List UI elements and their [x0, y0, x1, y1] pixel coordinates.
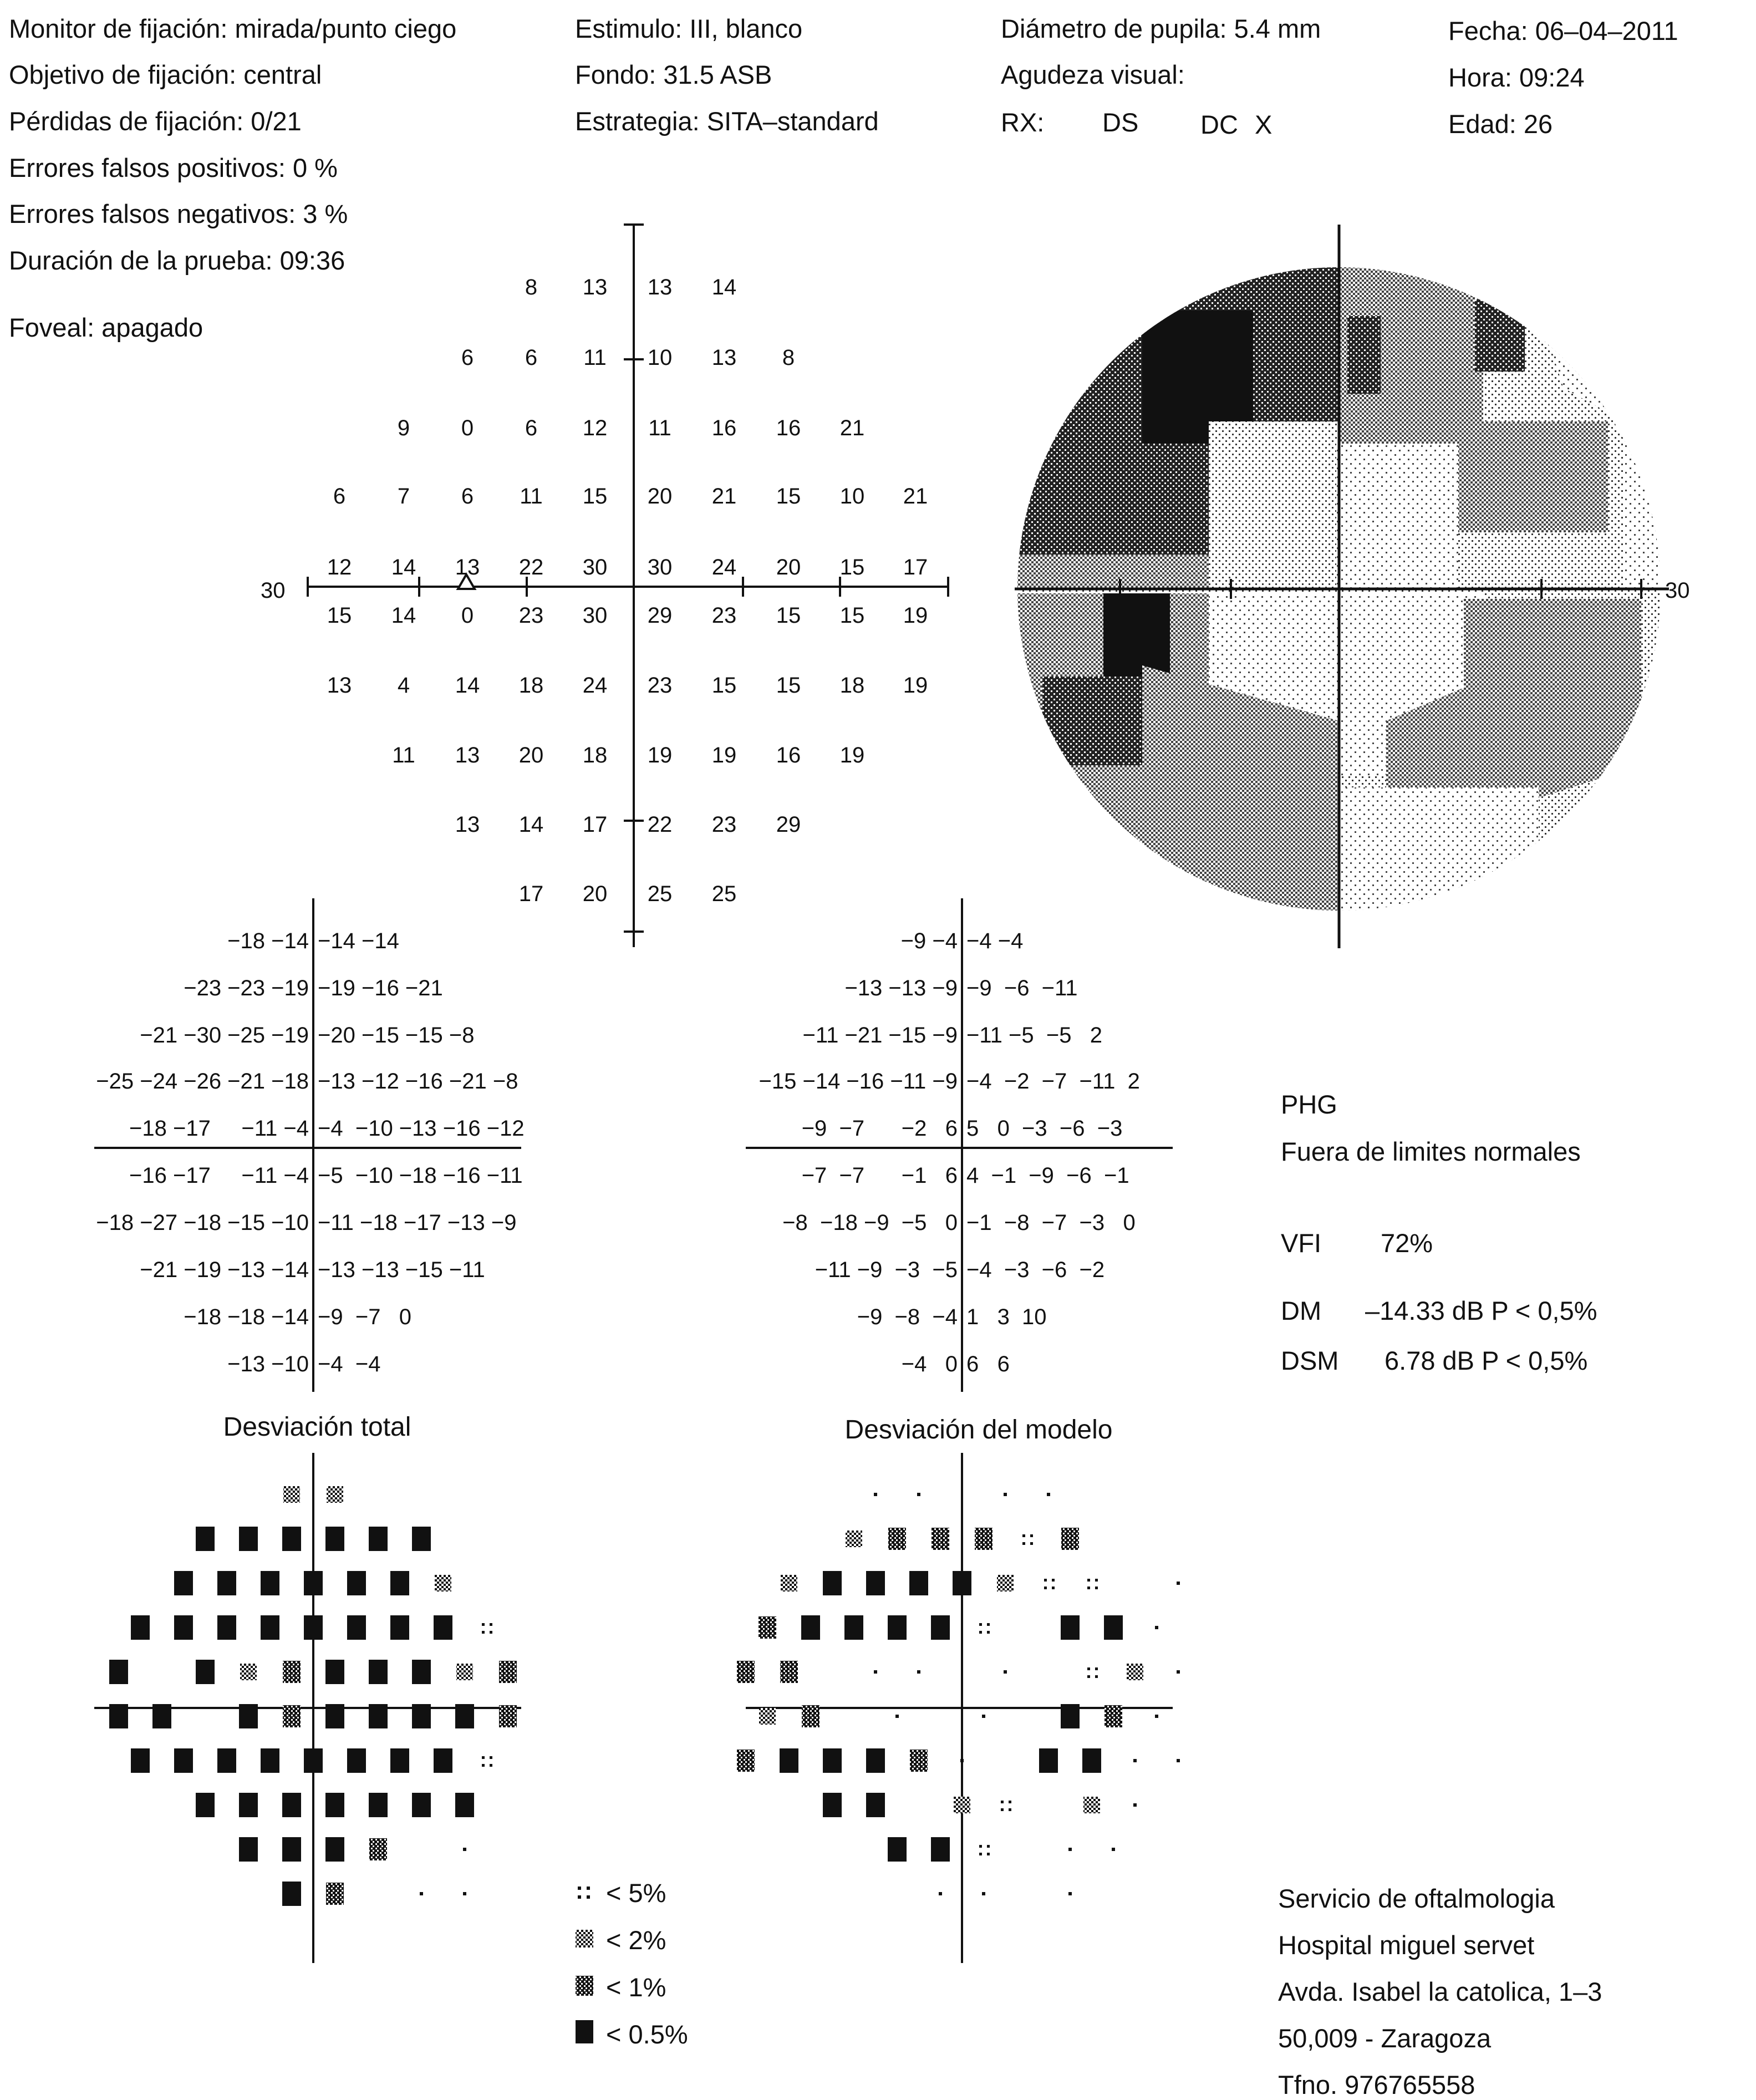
threshold-value: 16: [776, 416, 801, 440]
axis-label-30-left: 30: [261, 578, 286, 603]
phg-label: PHG: [1281, 1090, 1337, 1119]
threshold-value: 24: [582, 673, 608, 698]
threshold-value: 13: [582, 275, 608, 299]
threshold-value: 19: [903, 673, 928, 698]
prob-symbol-0-5pct: [196, 1660, 215, 1684]
threshold-value: 11: [520, 484, 543, 509]
prob-symbol-0-5pct: [1061, 1704, 1080, 1728]
prob-symbol-0-5pct: [239, 1793, 258, 1817]
threshold-value: 8: [525, 275, 538, 299]
dsm-value: 6.78 dB P < 0,5%: [1385, 1346, 1588, 1375]
fixation-target: Objetivo de fijación: central: [9, 60, 322, 89]
prob-symbol-0-5pct: [282, 1527, 301, 1551]
deviation-right-half: −13 −12 −16 −21 −8: [318, 1069, 518, 1094]
prob-symbol-0-5pct: [109, 1660, 128, 1684]
dsm-label: DSM: [1281, 1346, 1339, 1375]
threshold-value: 19: [903, 603, 928, 628]
threshold-value: 14: [711, 275, 737, 299]
prob-symbol-0-5pct: [369, 1793, 388, 1817]
deviation-right-half: −13 −13 −15 −11: [318, 1258, 485, 1282]
threshold-value: 0: [461, 603, 474, 628]
prob-symbol-0-5pct: [390, 1571, 409, 1595]
prob-symbol-0-5pct: [109, 1704, 128, 1728]
prob-symbol-normal: [874, 1670, 877, 1674]
legend-1pct: < 1%: [606, 1972, 666, 2002]
threshold-value: 13: [455, 812, 480, 837]
prob-symbol-1pct: [737, 1661, 755, 1683]
prob-symbol-normal: [1068, 1892, 1072, 1895]
prob-symbol-normal: [1133, 1803, 1137, 1807]
prob-symbol-0-5pct: [304, 1615, 323, 1640]
deviation-right-half: −4 −4: [966, 929, 1024, 953]
prob-symbol-0-5pct: [325, 1704, 344, 1728]
deviation-left-half: −11 −21 −15 −9: [802, 1023, 958, 1048]
prob-symbol-0-5pct: [217, 1615, 236, 1640]
deviation-right-half: −19 −16 −21: [318, 976, 443, 1000]
prob-symbol-0-5pct: [412, 1660, 431, 1684]
threshold-value: 11: [583, 345, 607, 370]
deviation-right-half: −11 −18 −17 −13 −9: [318, 1211, 517, 1235]
prob-symbol-2pct: [435, 1575, 451, 1591]
threshold-value: 17: [582, 812, 608, 837]
prob-symbol-2pct: [781, 1575, 797, 1591]
prob-symbol-0-5pct: [174, 1571, 193, 1595]
legend-symbol-2pct: [576, 1930, 593, 1948]
deviation-left-half: −9 −7 −2 6: [801, 1116, 958, 1141]
threshold-value: 14: [455, 673, 480, 698]
prob-symbol-0-5pct: [1061, 1615, 1080, 1640]
deviation-left-half: −18 −27 −18 −15 −10: [96, 1211, 309, 1235]
deviation-left-half: −15 −14 −16 −11 −9: [759, 1069, 958, 1094]
prob-symbol-normal: [1004, 1670, 1007, 1674]
prob-symbol-normal: [1047, 1493, 1050, 1496]
prob-symbol-1pct: [283, 1661, 301, 1683]
prob-symbol-1pct: [737, 1750, 755, 1772]
prob-symbol-1pct: [759, 1616, 776, 1639]
deviation-right-half: 6 6: [966, 1352, 1010, 1376]
threshold-value: 15: [776, 484, 801, 509]
threshold-value: 13: [711, 345, 737, 370]
address-line-4: 50,009 - Zaragoza: [1278, 2023, 1492, 2053]
axis-label-30-right: 30: [1665, 578, 1690, 603]
prob-symbol-5pct: [1001, 1801, 1011, 1811]
threshold-value: 22: [647, 812, 673, 837]
threshold-value: 14: [391, 555, 416, 579]
threshold-value: 0: [461, 416, 474, 440]
stimulus: Estimulo: III, blanco: [575, 14, 803, 43]
deviation-left-half: −9 −8 −4: [857, 1305, 958, 1329]
fixation-monitor: Monitor de fijación: mirada/punto ciego: [9, 14, 457, 43]
threshold-value: 15: [839, 555, 865, 579]
prob-symbol-normal: [874, 1493, 877, 1496]
threshold-value: 30: [582, 603, 608, 628]
prob-symbol-0-5pct: [434, 1615, 452, 1640]
threshold-value: 24: [711, 555, 737, 579]
deviation-right-half: −20 −15 −15 −8: [318, 1023, 475, 1048]
deviation-right-half: 1 3 10: [966, 1305, 1047, 1329]
prob-symbol-0-5pct: [844, 1615, 863, 1640]
threshold-value: 13: [327, 673, 352, 698]
prob-symbol-1pct: [283, 1705, 301, 1727]
threshold-value: 21: [711, 484, 737, 509]
threshold-value: 14: [391, 603, 416, 628]
deviation-right-half: −5 −10 −18 −16 −11: [318, 1163, 523, 1188]
threshold-value: 23: [647, 673, 673, 698]
deviation-left-half: −18 −18 −14: [184, 1305, 309, 1329]
threshold-value: 8: [782, 345, 795, 370]
prob-symbol-normal: [1112, 1848, 1115, 1851]
rx-label: RX:: [1001, 108, 1045, 137]
prob-symbol-0-5pct: [455, 1793, 474, 1817]
deviation-right-half: 5 0 −3 −6 −3: [966, 1116, 1123, 1141]
address-line-5: Tfno. 976765558: [1278, 2070, 1475, 2099]
prob-symbol-1pct: [780, 1661, 798, 1683]
prob-symbol-0-5pct: [325, 1793, 344, 1817]
deviation-right-half: −14 −14: [318, 929, 399, 953]
deviation-left-half: −18 −14: [227, 929, 309, 953]
threshold-value: 21: [839, 416, 865, 440]
threshold-value: 18: [839, 673, 865, 698]
threshold-value: 14: [518, 812, 544, 837]
threshold-value: 9: [397, 416, 410, 440]
false-positive-errors: Errores falsos positivos: 0 %: [9, 153, 338, 182]
prob-symbol-normal: [895, 1715, 899, 1718]
deviation-left-half: −8 −18 −9 −5 0: [782, 1211, 958, 1235]
threshold-value: 20: [647, 484, 673, 509]
threshold-value: 23: [518, 603, 544, 628]
prob-symbol-0-5pct: [866, 1571, 885, 1595]
deviation-right-half: −4 −10 −13 −16 −12: [318, 1116, 525, 1141]
prob-symbol-normal: [917, 1493, 920, 1496]
background: Fondo: 31.5 ASB: [575, 60, 772, 89]
prob-symbol-5pct: [482, 1756, 492, 1767]
patient-age: Edad: 26: [1448, 109, 1553, 139]
legend-symbol-05pct: [576, 2020, 593, 2043]
threshold-value: 19: [839, 743, 865, 767]
deviation-right-half: −4 −4: [318, 1352, 381, 1376]
prob-symbol-1pct: [499, 1705, 517, 1727]
threshold-value: 10: [647, 345, 673, 370]
prob-symbol-normal: [1155, 1626, 1158, 1629]
prob-symbol-2pct: [1127, 1664, 1143, 1680]
prob-symbol-2pct: [327, 1486, 343, 1503]
threshold-value: 29: [647, 603, 673, 628]
prob-symbol-normal: [1004, 1493, 1007, 1496]
threshold-value: 11: [648, 416, 671, 440]
prob-symbol-0-5pct: [823, 1571, 842, 1595]
threshold-value: 7: [397, 484, 410, 509]
fixation-losses: Pérdidas de fijación: 0/21: [9, 106, 302, 136]
prob-symbol-2pct: [997, 1575, 1014, 1591]
prob-symbol-0-5pct: [369, 1527, 388, 1551]
prob-symbol-normal: [939, 1892, 942, 1895]
threshold-value: 6: [333, 484, 346, 509]
test-date: Fecha: 06–04–2011: [1448, 16, 1678, 45]
prob-symbol-0-5pct: [780, 1748, 798, 1773]
prob-symbol-0-5pct: [174, 1615, 193, 1640]
prob-symbol-normal: [1177, 1670, 1180, 1674]
prob-symbol-0-5pct: [866, 1793, 885, 1817]
prob-symbol-1pct: [975, 1528, 992, 1550]
prob-symbol-0-5pct: [325, 1837, 344, 1862]
threshold-value: 6: [461, 484, 474, 509]
deviation-left-half: −21 −30 −25 −19: [140, 1023, 309, 1048]
prob-symbol-0-5pct: [261, 1615, 279, 1640]
threshold-value: 25: [711, 882, 737, 906]
prob-symbol-0-5pct: [931, 1615, 950, 1640]
prob-symbol-0-5pct: [347, 1748, 366, 1773]
prob-symbol-0-5pct: [369, 1660, 388, 1684]
threshold-value: 20: [518, 743, 544, 767]
threshold-value: 20: [582, 882, 608, 906]
deviation-right-half: −1 −8 −7 −3 0: [966, 1211, 1136, 1235]
rx-dc: DC: [1200, 110, 1238, 139]
prob-symbol-0-5pct: [174, 1748, 193, 1773]
prob-symbol-0-5pct: [239, 1704, 258, 1728]
legend-symbol-5pct: [578, 1887, 590, 1899]
prob-symbol-0-5pct: [282, 1793, 301, 1817]
prob-symbol-0-5pct: [931, 1837, 950, 1862]
threshold-value: 11: [392, 743, 415, 767]
strategy: Estrategia: SITA–standard: [575, 106, 879, 136]
prob-symbol-0-5pct: [888, 1837, 907, 1862]
prob-symbol-normal: [463, 1848, 466, 1851]
prob-symbol-0-5pct: [823, 1793, 842, 1817]
deviation-left-half: −4 0: [901, 1352, 958, 1376]
threshold-value: 6: [525, 416, 538, 440]
prob-symbol-5pct: [979, 1623, 990, 1634]
prob-symbol-0-5pct: [347, 1615, 366, 1640]
threshold-value: 12: [582, 416, 608, 440]
threshold-value: 6: [525, 345, 538, 370]
prob-symbol-normal: [463, 1892, 466, 1895]
prob-symbol-normal: [917, 1670, 920, 1674]
prob-symbol-0-5pct: [1104, 1615, 1123, 1640]
vfi-value: 72%: [1381, 1228, 1433, 1258]
test-time: Hora: 09:24: [1448, 63, 1585, 92]
prob-symbol-0-5pct: [131, 1748, 150, 1773]
threshold-value: 15: [711, 673, 737, 698]
foveal-status: Foveal: apagado: [9, 313, 203, 342]
prob-symbol-0-5pct: [239, 1837, 258, 1862]
prob-symbol-2pct: [1083, 1797, 1100, 1813]
prob-symbol-1pct: [326, 1883, 344, 1905]
threshold-value: 23: [711, 603, 737, 628]
threshold-value: 22: [518, 555, 544, 579]
threshold-value: 18: [518, 673, 544, 698]
legend-symbols: [576, 1887, 593, 2043]
address-line-2: Hospital miguel servet: [1278, 1930, 1535, 1960]
prob-symbol-0-5pct: [412, 1704, 431, 1728]
prob-symbol-0-5pct: [261, 1748, 279, 1773]
prob-symbol-1pct: [932, 1528, 949, 1550]
threshold-value: 15: [776, 603, 801, 628]
prob-symbol-1pct: [1061, 1528, 1079, 1550]
prob-symbol-1pct: [802, 1705, 820, 1727]
deviation-right-half: −4 −2 −7 −11 2: [966, 1069, 1140, 1094]
address-line-3: Avda. Isabel la catolica, 1–3: [1278, 1977, 1602, 2006]
false-negative-errors: Errores falsos negativos: 3 %: [9, 199, 348, 228]
prob-symbol-normal: [1133, 1759, 1137, 1762]
prob-symbol-0-5pct: [1039, 1748, 1058, 1773]
prob-symbol-0-5pct: [239, 1527, 258, 1551]
prob-symbol-2pct: [954, 1797, 970, 1813]
prob-symbol-0-5pct: [412, 1793, 431, 1817]
threshold-value: 19: [647, 743, 673, 767]
threshold-value: 19: [711, 743, 737, 767]
threshold-value: 6: [461, 345, 474, 370]
threshold-value: 13: [455, 743, 480, 767]
prob-symbol-1pct: [499, 1661, 517, 1683]
threshold-value: 15: [776, 673, 801, 698]
prob-symbol-normal: [1068, 1848, 1072, 1851]
prob-symbol-normal: [960, 1759, 964, 1762]
threshold-value: 16: [776, 743, 801, 767]
prob-symbol-0-5pct: [261, 1571, 279, 1595]
threshold-value: 18: [582, 743, 608, 767]
threshold-value: 15: [327, 603, 352, 628]
pupil-diameter: Diámetro de pupila: 5.4 mm: [1001, 14, 1321, 43]
threshold-value: 29: [776, 812, 801, 837]
threshold-value: 15: [582, 484, 608, 509]
threshold-value: 13: [647, 275, 673, 299]
prob-symbol-normal: [1177, 1759, 1180, 1762]
threshold-value: 23: [711, 812, 737, 837]
deviation-left-half: −18 −17 −11 −4: [129, 1116, 309, 1141]
prob-symbol-0-5pct: [1082, 1748, 1101, 1773]
prob-symbol-2pct: [240, 1664, 257, 1680]
prob-symbol-0-5pct: [282, 1837, 301, 1862]
prob-symbol-1pct: [910, 1750, 928, 1772]
prob-symbol-0-5pct: [801, 1615, 820, 1640]
prob-symbol-0-5pct: [412, 1527, 431, 1551]
prob-symbol-2pct: [846, 1530, 862, 1547]
deviation-left-half: −11 −9 −3 −5: [815, 1258, 958, 1282]
threshold-value: 25: [647, 882, 673, 906]
prob-symbol-0-5pct: [455, 1704, 474, 1728]
deviation-left-half: −25 −24 −26 −21 −18: [96, 1069, 309, 1094]
rx-ds: DS: [1102, 108, 1139, 137]
threshold-value: 17: [903, 555, 928, 579]
prob-symbol-1pct: [1105, 1705, 1122, 1727]
legend-2pct: < 2%: [606, 1925, 666, 1955]
threshold-value: 30: [582, 555, 608, 579]
rx-x: X: [1255, 110, 1273, 139]
deviation-right-half: −9 −6 −11: [966, 976, 1078, 1000]
prob-symbol-0-5pct: [304, 1748, 323, 1773]
threshold-value: 30: [647, 555, 673, 579]
prob-symbol-2pct: [283, 1486, 300, 1503]
prob-symbol-2pct: [759, 1708, 776, 1725]
prob-symbol-0-5pct: [304, 1571, 323, 1595]
prob-symbol-0-5pct: [823, 1748, 842, 1773]
threshold-value: 17: [518, 882, 544, 906]
deviation-right-half: −4 −3 −6 −2: [966, 1258, 1105, 1282]
threshold-value: 21: [903, 484, 928, 509]
test-duration: Duración de la prueba: 09:36: [9, 246, 345, 275]
deviation-left-half: −16 −17 −11 −4: [129, 1163, 309, 1188]
prob-symbol-5pct: [482, 1623, 492, 1634]
deviation-left-half: −13 −10: [227, 1352, 309, 1376]
phg-result: Fuera de limites normales: [1281, 1137, 1581, 1166]
prob-symbol-0-5pct: [390, 1748, 409, 1773]
prob-symbol-0-5pct: [909, 1571, 928, 1595]
legend-05pct: < 0.5%: [606, 2020, 688, 2049]
prob-symbol-0-5pct: [282, 1882, 301, 1906]
prob-symbol-0-5pct: [325, 1660, 344, 1684]
prob-symbol-0-5pct: [866, 1748, 885, 1773]
prob-symbol-2pct: [456, 1664, 473, 1680]
vfi-label: VFI: [1281, 1228, 1322, 1258]
visual-acuity: Agudeza visual:: [1001, 60, 1185, 89]
total-deviation-caption: Desviación total: [223, 1412, 411, 1442]
prob-symbol-normal: [420, 1892, 423, 1895]
prob-symbol-0-5pct: [152, 1704, 171, 1728]
prob-symbol-normal: [1177, 1582, 1180, 1585]
prob-symbol-5pct: [1022, 1534, 1033, 1545]
prob-symbol-5pct: [1044, 1579, 1055, 1589]
prob-symbol-0-5pct: [390, 1615, 409, 1640]
prob-symbol-0-5pct: [347, 1571, 366, 1595]
dm-label: DM: [1281, 1296, 1322, 1325]
deviation-left-half: −21 −19 −13 −14: [140, 1258, 309, 1282]
prob-symbol-0-5pct: [369, 1704, 388, 1728]
deviation-left-half: −13 −13 −9: [844, 976, 958, 1000]
deviation-right-half: −9 −7 0: [318, 1305, 412, 1329]
deviation-left-half: −7 −7 −1 6: [801, 1163, 958, 1188]
prob-symbol-0-5pct: [217, 1748, 236, 1773]
prob-symbol-5pct: [1087, 1579, 1098, 1589]
prob-symbol-0-5pct: [196, 1527, 215, 1551]
prob-symbol-normal: [982, 1892, 985, 1895]
legend-5pct: < 5%: [606, 1878, 666, 1908]
threshold-value: 10: [839, 484, 865, 509]
address-line-1: Servicio de oftalmologia: [1278, 1884, 1555, 1913]
prob-symbol-0-5pct: [217, 1571, 236, 1595]
dm-value: –14.33 dB P < 0,5%: [1365, 1296, 1597, 1325]
deviation-left-half: −23 −23 −19: [184, 976, 309, 1000]
prob-symbol-5pct: [1087, 1667, 1098, 1678]
prob-symbol-0-5pct: [325, 1527, 344, 1551]
deviation-left-half: −9 −4: [900, 929, 958, 953]
prob-symbol-0-5pct: [888, 1615, 907, 1640]
prob-symbol-1pct: [369, 1838, 387, 1860]
legend-symbol-1pct: [576, 1976, 593, 1996]
threshold-value: 13: [455, 555, 480, 579]
threshold-value: 4: [397, 673, 410, 698]
threshold-value: 12: [327, 555, 352, 579]
threshold-value: 16: [711, 416, 737, 440]
threshold-value: 20: [776, 555, 801, 579]
threshold-value: 15: [839, 603, 865, 628]
prob-symbol-0-5pct: [953, 1571, 971, 1595]
deviation-right-half: −11 −5 −5 2: [966, 1023, 1103, 1048]
pattern-deviation-caption: Desviación del modelo: [844, 1415, 1113, 1445]
prob-symbol-normal: [1155, 1715, 1158, 1718]
prob-symbol-0-5pct: [196, 1793, 215, 1817]
prob-symbol-1pct: [888, 1528, 906, 1550]
prob-symbol-0-5pct: [131, 1615, 150, 1640]
prob-symbol-0-5pct: [434, 1748, 452, 1773]
prob-symbol-5pct: [979, 1845, 990, 1855]
deviation-right-half: 4 −1 −9 −6 −1: [966, 1163, 1129, 1188]
prob-symbol-normal: [982, 1715, 985, 1718]
